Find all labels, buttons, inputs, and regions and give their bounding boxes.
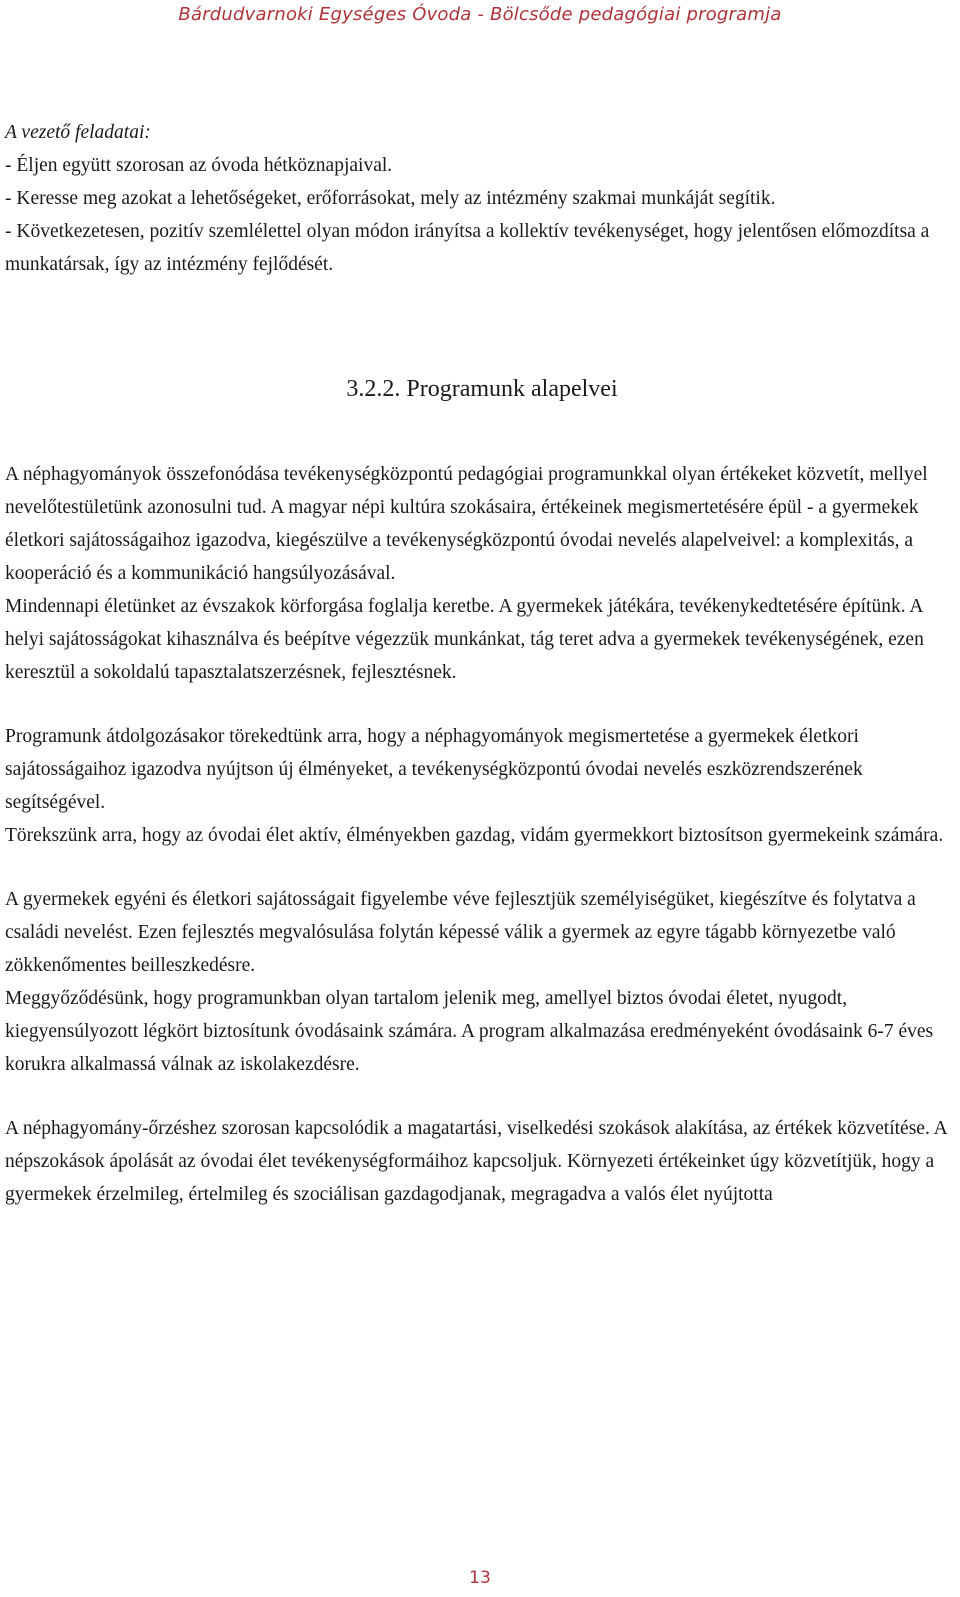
spacer — [5, 1081, 951, 1112]
spacer — [5, 281, 951, 373]
paragraph-line: A néphagyományok összefonódása tevékenységközpontú pedagógiai programunkkal olyan értékeket közvetít, mellyel nevelőtestületünk azonosulni tud. A magyar népi kultúra szokásaira, értékeinek megismertetésére épül - a gyermekek életkori sajátosságaihoz igazodva, kiegészülve a tevékenységközpontú óvodai nevelés alapelveivel: a komplexitás, a kooperáció és a kommunikáció hangsúlyozásával. — [5, 464, 928, 584]
paragraph-block — [5, 458, 951, 689]
paragraph-line: Törekszünk arra, hogy az óvodai élet aktív, élményekben gazdag, vidám gyermekkort biztosítson gyermekeink számára. — [5, 825, 944, 846]
paragraph-block — [5, 883, 951, 1081]
spacer — [5, 852, 951, 883]
section-title: 3.2.2. Programunk alapelvei — [346, 376, 618, 402]
paragraph-line: Meggyőződésünk, hogy programunkban olyan tartalom jelenik meg, amellyel biztos óvodai életet, nyugodt, kiegyensúlyozott légkört biztosítunk óvodásaink számára. A program alkalmazása eredményeként óvodásaink 6-7 éves korukra alkalmassá válnak az iskolakezdésre. — [5, 988, 934, 1075]
leader-duty-item: - Következetesen, pozitív szemlélettel olyan módon irányítsa a kollektív tevékenységet, hogy jelentősen előmozdítsa a munkatársak, így az intézmény fejlődését. — [5, 221, 930, 275]
paragraph-line: A gyermekek egyéni és életkori sajátosságait figyelembe véve fejlesztjük személyiségüket, kiegészítve és folytatva a családi nevelést. Ezen fejlesztés megvalósulása folytán képessé válik a gyermek az egyre tágabb környezetbe való zökkenőmentes beilleszkedésre. — [5, 889, 916, 976]
paragraph-line: A néphagyomány-őrzéshez szorosan kapcsolódik a magatartási, viselkedési szokások alakítása, az értékek közvetítése. A népszokások ápolását az óvodai élet tevékenységformáihoz kapcsoljuk. Környezeti értékeinket úgy közvetítjük, hogy a gyermekek érzelmileg, értelmileg és szociálisan gazdagodjanak, megragadva a valós élet nyújtotta — [5, 1118, 947, 1205]
paragraph-block — [5, 720, 951, 852]
spacer — [5, 689, 951, 720]
paragraph-block — [5, 1112, 951, 1211]
leader-duty-item: - Éljen együtt szorosan az óvoda hétköznapjaival. — [5, 155, 393, 176]
paragraph-line: Mindennapi életünket az évszakok körforgása foglalja keretbe. A gyermekek játékára, tevékenykedtetésére építünk. A helyi sajátosságokat kihasználva és beépítve végezzük munkánkat, tág teret adva a gyermekek tevékenységének, ezen keresztül a sokoldalú tapasztalatszerzésnek, fejlesztésnek. — [5, 596, 924, 683]
paragraph-line: Programunk átdolgozásakor törekedtünk arra, hogy a néphagyományok megismertetése a gyermekek életkori sajátosságaihoz igazodva nyújtson új élményeket, a tevékenységközpontú óvodai nevelés eszközrendszerének segítségével. — [5, 726, 863, 813]
spacer — [5, 406, 951, 458]
document-body — [5, 116, 951, 1211]
page-number: 13 — [469, 1568, 491, 1588]
leader-duties-heading: A vezető feladatai: — [5, 122, 151, 143]
leader-duty-item: - Keresse meg azokat a lehetőségeket, erőforrásokat, mely az intézmény szakmai munkáját segítik. — [5, 188, 776, 209]
running-header: Bárdudvarnoki Egységes Óvoda - Bölcsőde pedagógiai programja — [178, 4, 782, 25]
